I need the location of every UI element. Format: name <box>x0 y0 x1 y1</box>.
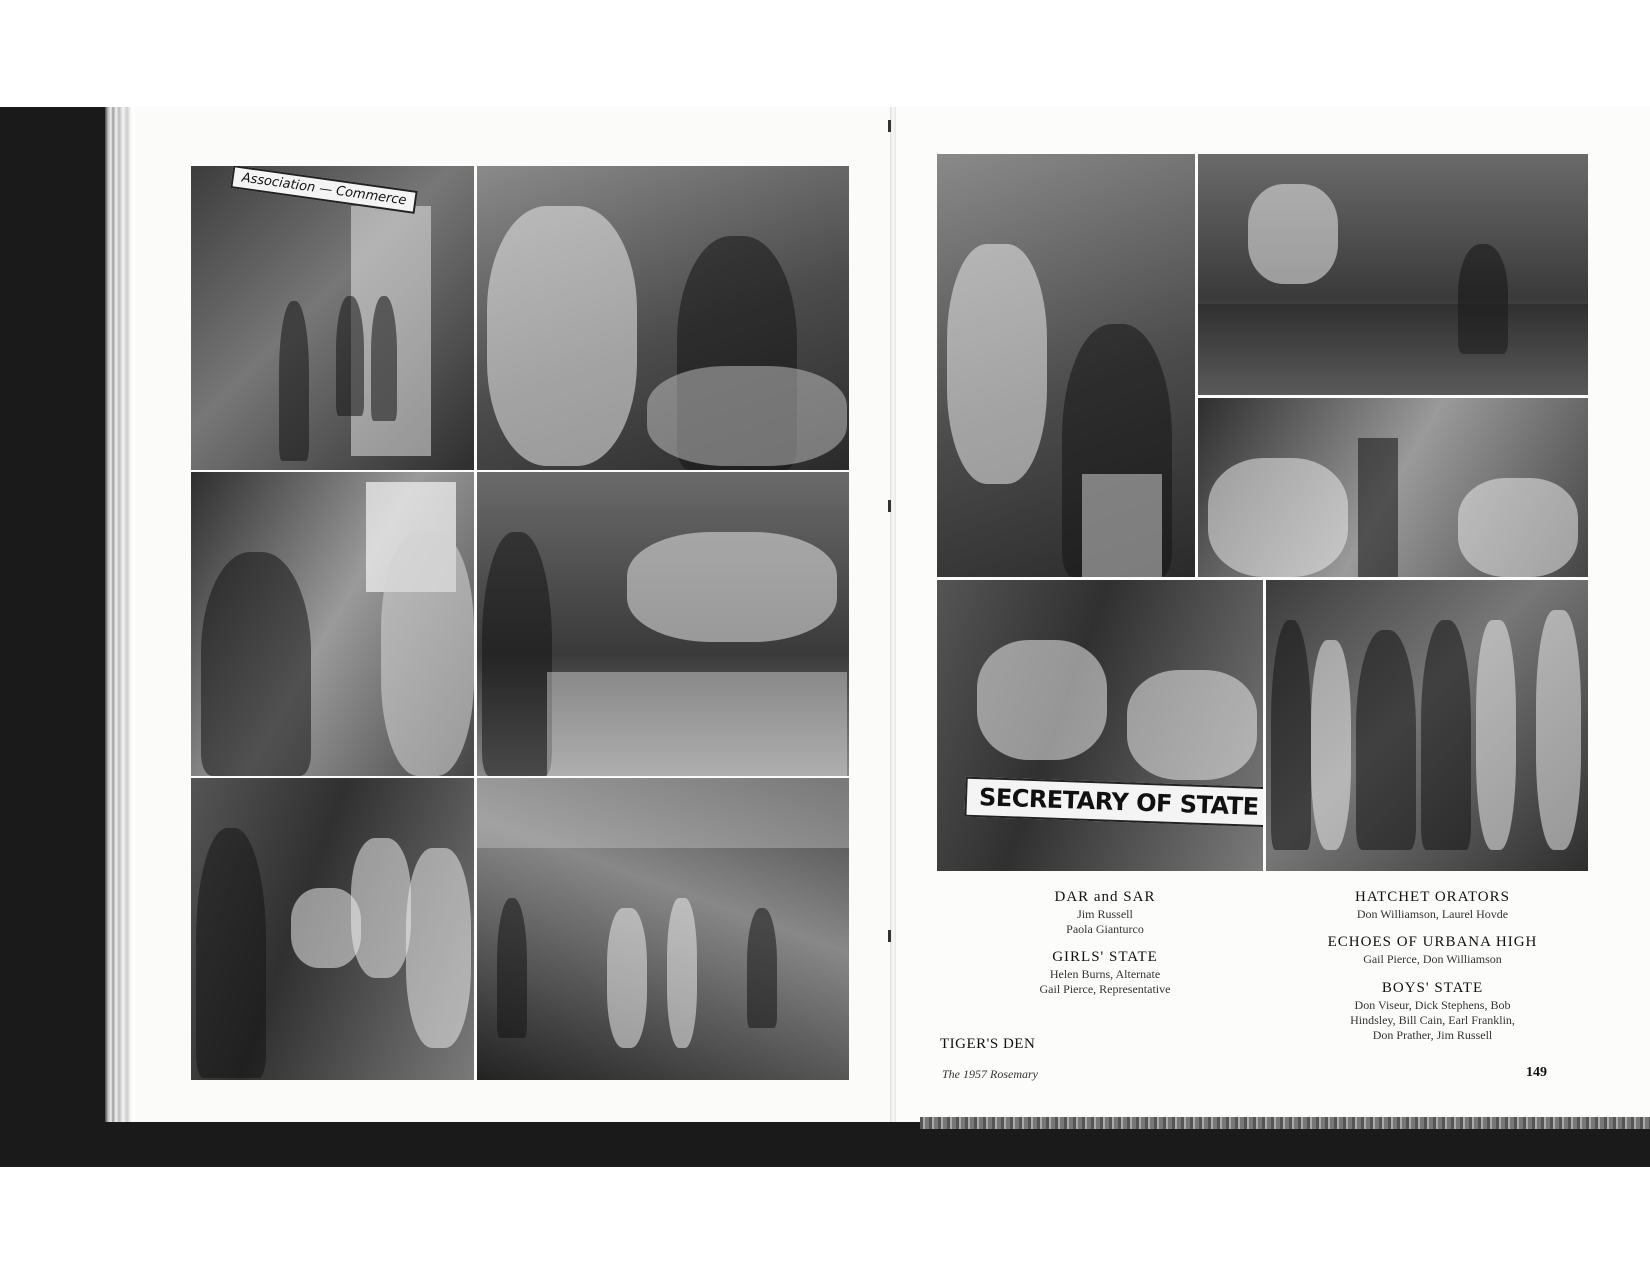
photo-secretary-of-state-girls-state <box>937 580 1263 871</box>
photo-dar-and-sar-pair <box>937 154 1195 577</box>
photo-students-at-coat-check <box>477 166 849 470</box>
caption-name-line: Don Viseur, Dick Stephens, Bob <box>1354 998 1511 1012</box>
caption-heading: HATCHET ORATORS <box>1355 889 1510 905</box>
association-of-commerce-sign: Association — Commerce <box>230 166 418 214</box>
caption-name-line: Paola Gianturco <box>1066 922 1144 936</box>
photo-students-at-table <box>191 472 474 776</box>
caption-name-line: Gail Pierce, Don Williamson <box>1363 952 1502 966</box>
caption-heading: DAR and SAR <box>1054 889 1156 905</box>
caption-name-line: Don Prather, Jim Russell <box>1372 1028 1493 1042</box>
page-bottom-edge <box>920 1117 1650 1129</box>
photo-association-of-commerce-doorway <box>191 166 474 470</box>
photo-boys-state-group <box>1266 580 1588 871</box>
gutter-mark <box>888 930 891 942</box>
photo-snack-bar-counter <box>477 472 849 776</box>
photo-shuffleboard-game <box>191 778 474 1080</box>
caption-name-line: Helen Burns, Alternate <box>1049 967 1161 981</box>
book-page-edges <box>105 107 135 1122</box>
caption-name-line: Jim Russell <box>1077 907 1133 921</box>
tigers-den-caption: TIGER'S DEN <box>940 1036 1036 1052</box>
gutter-mark <box>888 500 891 512</box>
photo-hatchet-orators-stage <box>1198 154 1588 395</box>
caption-heading: GIRLS' STATE <box>1052 949 1158 965</box>
page-number: 149 <box>1526 1065 1547 1080</box>
caption-heading: ECHOES OF URBANA HIGH <box>1327 934 1538 950</box>
caption-dar-and-sar <box>1000 887 1210 937</box>
caption-girls-state <box>1000 947 1210 997</box>
photo-dance-floor <box>477 778 849 1080</box>
secretary-of-state-sign: SECRETARY OF STATE <box>964 777 1263 828</box>
gutter-mark <box>888 120 891 132</box>
footer-yearbook-title: The 1957 Rosemary <box>942 1067 1038 1081</box>
caption-name-line: Hindsley, Bill Cain, Earl Franklin, <box>1350 1013 1515 1027</box>
book-gutter <box>890 107 896 1122</box>
caption-name-line: Don Williamson, Laurel Hovde <box>1356 907 1509 921</box>
caption-heading: BOYS' STATE <box>1381 980 1484 996</box>
caption-name-line: Gail Pierce, Representative <box>1039 982 1171 996</box>
photo-echoes-radio-broadcast <box>1198 398 1588 577</box>
caption-boys-state <box>1300 978 1565 1043</box>
caption-echoes-of-urbana-high <box>1300 932 1565 967</box>
caption-hatchet-orators <box>1300 887 1565 922</box>
